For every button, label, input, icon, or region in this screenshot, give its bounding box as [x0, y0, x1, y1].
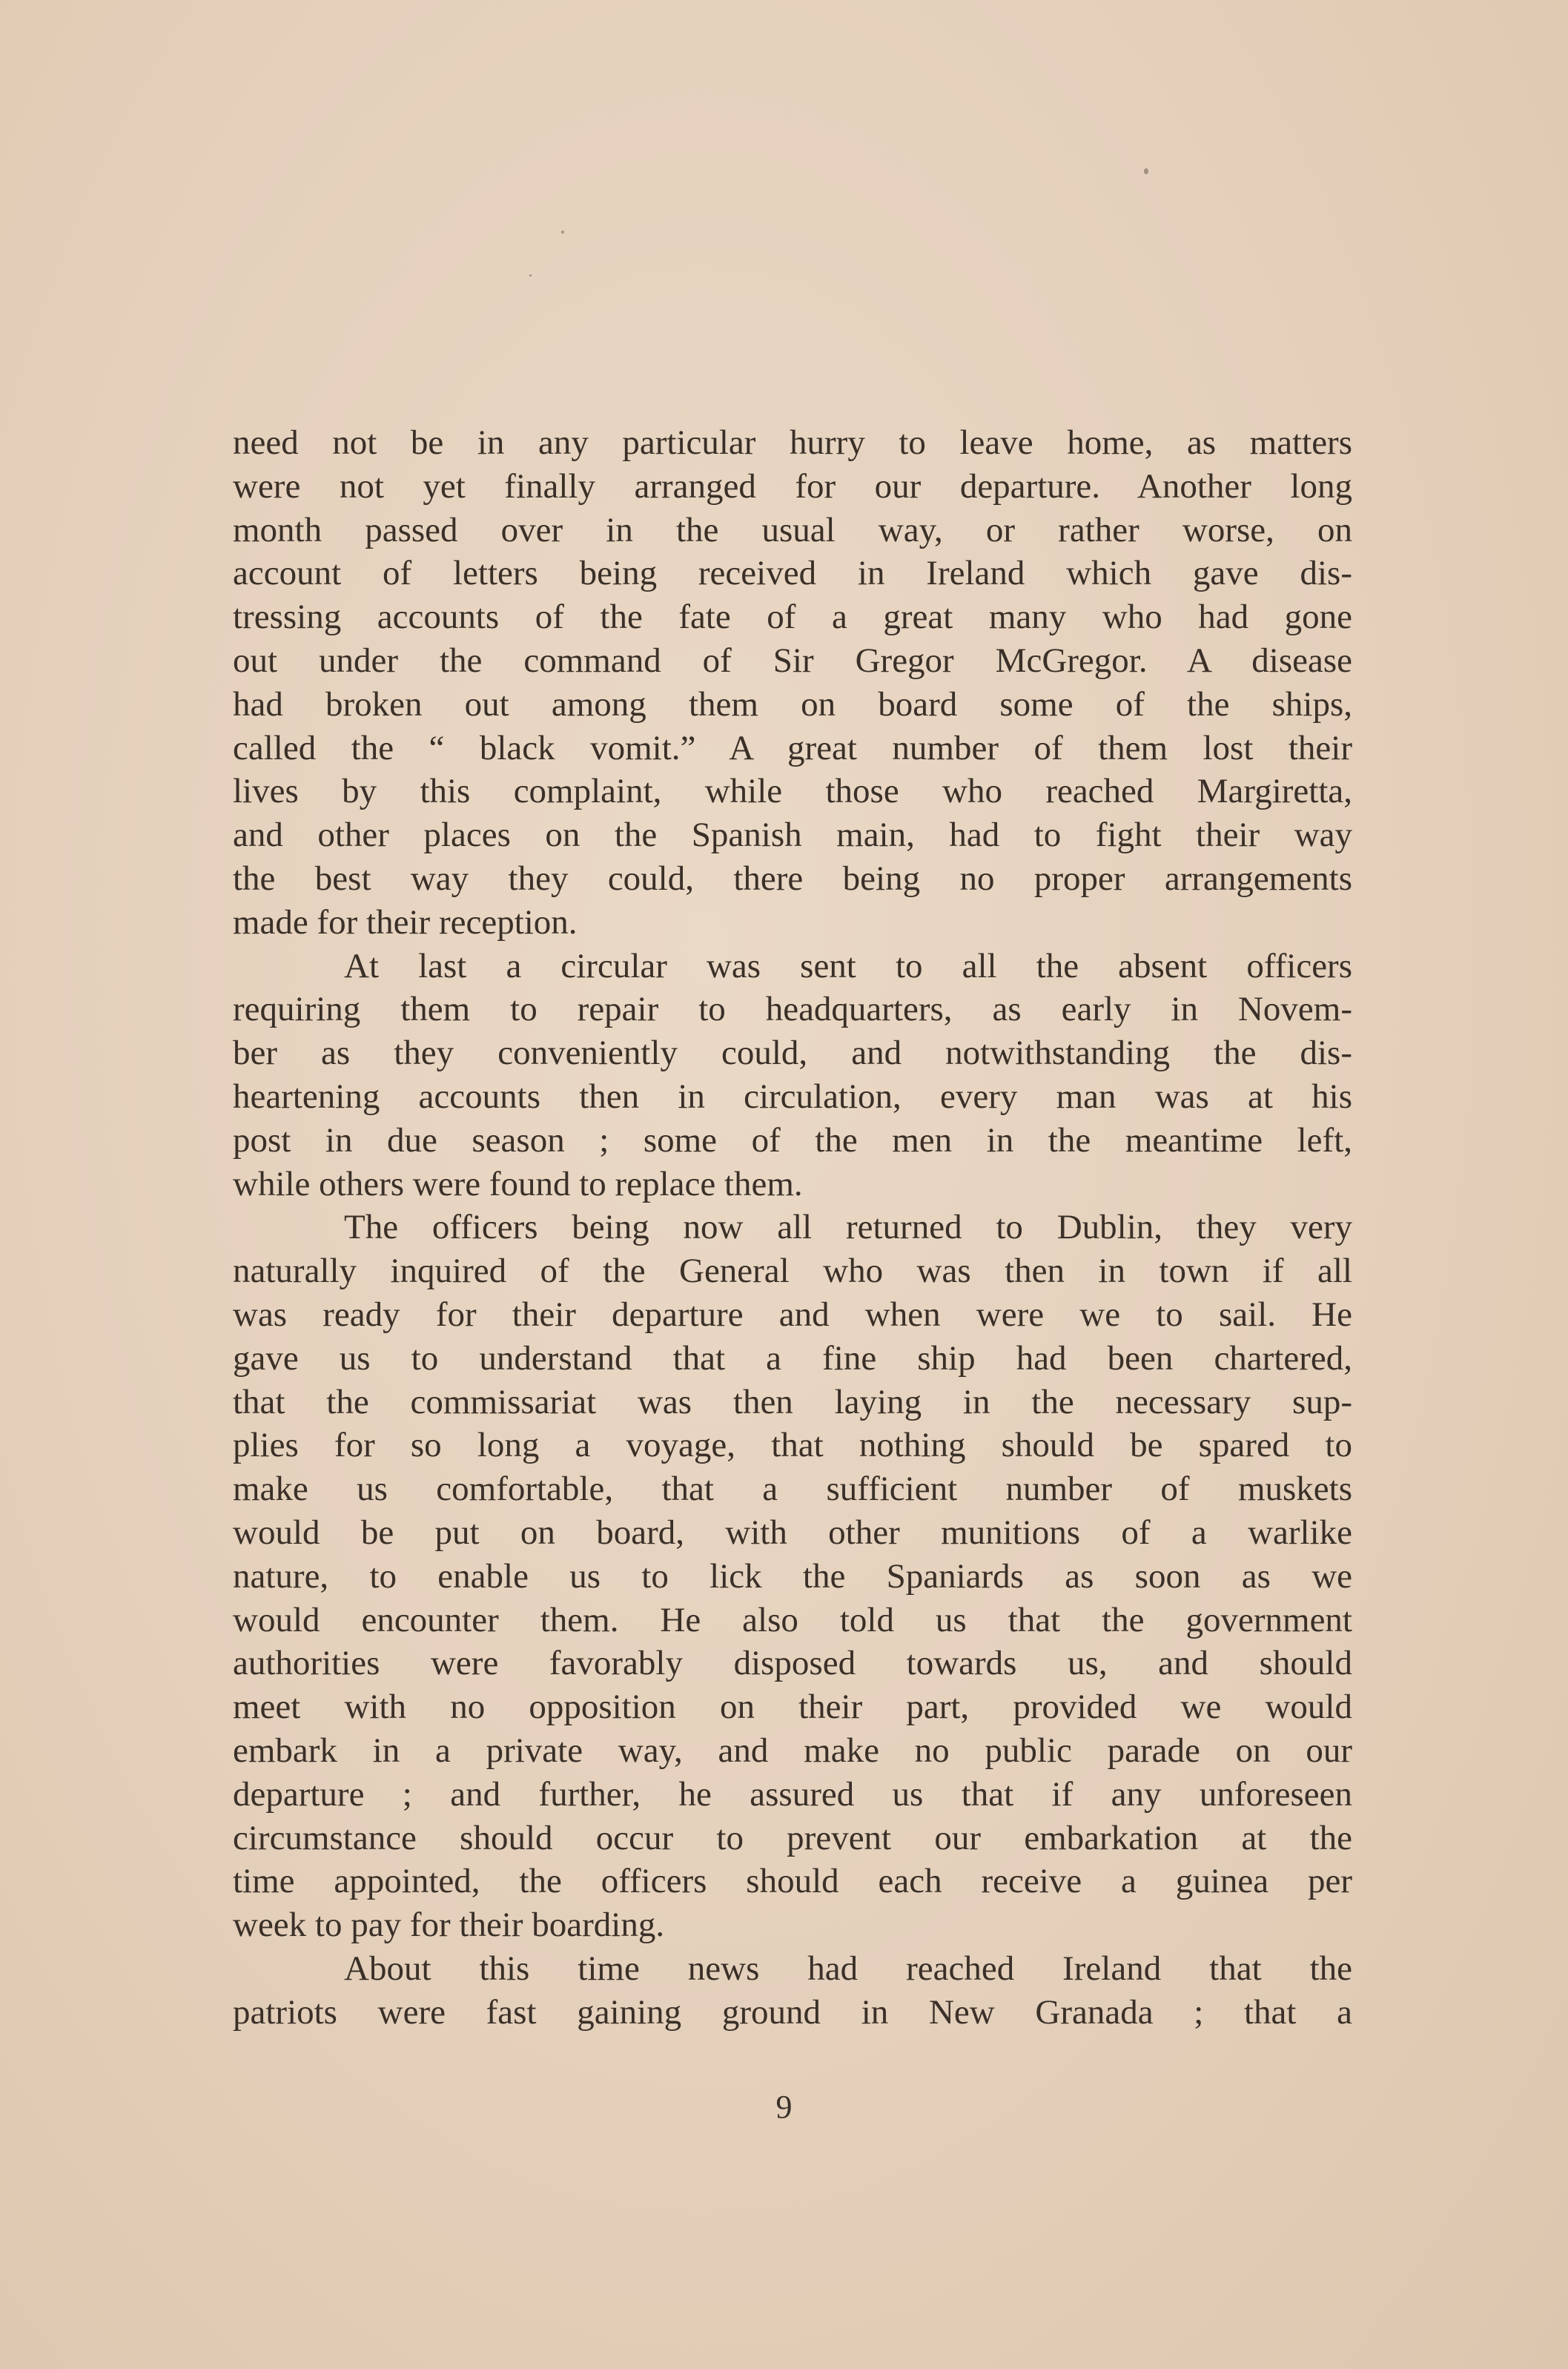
text-line: patriots were fast gaining ground in New Granada ; that a [233, 1992, 1352, 2032]
text-line: time appointed, the officers should each receive a guinea per [233, 1862, 1352, 1901]
text-line: requiring them to repair to headquarters, as early in Novem- [233, 990, 1352, 1029]
text-line: At last a circular was sent to all the absent officers [344, 946, 1352, 985]
text-line: account of letters being received in Ireland which gave dis- [233, 554, 1352, 593]
text-line: ber as they conveniently could, and notwithstanding the dis- [233, 1034, 1352, 1073]
paper-speck [1144, 168, 1148, 174]
text-line: while others were found to replace them. [233, 1164, 803, 1203]
text-line: tressing accounts of the fate of a great many who had gone [233, 598, 1352, 637]
text-line: meet with no opposition on their part, provided we would [233, 1688, 1352, 1727]
text-line: would encounter them. He also told us that the government [233, 1600, 1352, 1639]
text-line: need not be in any particular hurry to leave home, as matters [233, 423, 1352, 462]
text-line: plies for so long a voyage, that nothing should be spared to [233, 1426, 1352, 1465]
text-line: heartening accounts then in circulation, every man was at his [233, 1077, 1352, 1116]
text-line: was ready for their departure and when were we to sail. He [233, 1295, 1352, 1334]
text-line: lives by this complaint, while those who reached Margiretta, [233, 772, 1352, 811]
text-line: out under the command of Sir Gregor McGregor. A disease [233, 641, 1352, 680]
text-line: had broken out among them on board some of the ships, [233, 684, 1352, 724]
text-line: were not yet finally arranged for our departure. Another long [233, 466, 1352, 506]
text-line: week to pay for their boarding. [233, 1906, 665, 1945]
text-line: naturally inquired of the General who was then in town if all [233, 1252, 1352, 1291]
text-line: that the commissariat was then laying in the necessary sup- [233, 1382, 1352, 1421]
text-line: and other places on the Spanish main, had to fight their way [233, 816, 1352, 855]
text-line: the best way they could, there being no proper arrangements [233, 859, 1352, 898]
text-line: About this time news had reached Ireland that the [344, 1949, 1352, 1988]
text-line: The officers being now all returned to Dublin, they very [344, 1208, 1352, 1247]
text-line: made for their reception. [233, 902, 578, 942]
text-line: authorities were favorably disposed towards us, and should [233, 1644, 1352, 1683]
paper-speck [561, 231, 564, 234]
paper-speck [529, 274, 532, 277]
text-line: post in due season ; some of the men in the meantime left, [233, 1120, 1352, 1160]
body-text [233, 421, 1352, 2034]
text-line: called the “ black vomit.” A great number of them lost their [233, 728, 1352, 767]
text-line: make us comfortable, that a sufficient number of muskets [233, 1470, 1352, 1509]
page-number: 9 [775, 2089, 793, 2125]
text-line: circumstance should occur to prevent our embarkation at the [233, 1818, 1352, 1857]
text-line: would be put on board, with other munitions of a warlike [233, 1513, 1352, 1552]
text-line: embark in a private way, and make no public parade on our [233, 1731, 1352, 1770]
text-line: gave us to understand that a fine ship had been chartered, [233, 1338, 1352, 1378]
text-line: nature, to enable us to lick the Spaniards as soon as we [233, 1556, 1352, 1596]
text-line: departure ; and further, he assured us that if any unforeseen [233, 1774, 1352, 1814]
text-line: month passed over in the usual way, or rather worse, on [233, 510, 1352, 549]
